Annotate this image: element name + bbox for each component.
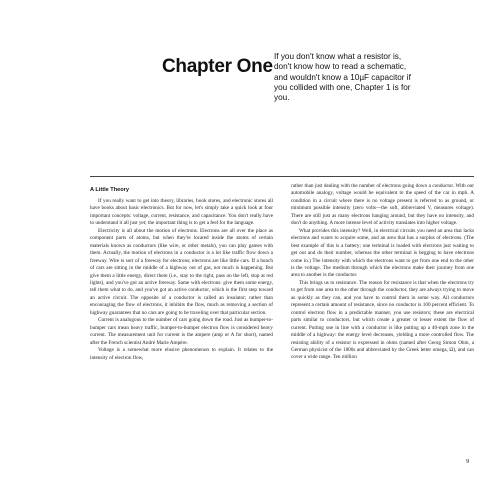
right-column xyxy=(291,183,474,362)
intro-line: If you don't know what a resistor is, xyxy=(274,52,402,61)
intro-line: you collided with one, Chapter 1 is for xyxy=(274,82,411,92)
body-paragraph: Current is analogous to the number of cars going down the road. Just as bumper-to-bumper cars mean heavy traffic, bumper-to-bumper electron flow is considered heavy current. The measurement unit for current is the ampere (amp or A for short), named after the French scientist André Marie Ampère. xyxy=(90,317,273,346)
body-paragraph: Electricity is all about the motion of electrons. Electrons are all over the place as component parts of atoms, but when they're located inside the atoms of certain materials known as conductors (like wire, or other metals), you can play games with them. Actually, the motion of electrons in a conductor is a lot like traffic flow down a freeway. Wire is sort of a freeway for electrons; electrons are like little cars. If a bunch of cars are sitting in the middle of a highway out of gas, not much is happening. But give them a little energy, direct them (i.e., stay to the right, pass on the left, stop at red lights), and you've got an active freeway. Same with electrons: give them some energy, tell them what to do, and you've got an active conductor, which is the first step toward an active circuit. The opposite of a conductor is called an insulator; rather than encouraging the flow of electrons, it inhibits the flow, much as removing a section of highway guarantees that no cars are going to be traveling over that particular section. xyxy=(90,227,273,316)
section-divider xyxy=(90,176,474,177)
page-number: 9 xyxy=(466,458,470,465)
intro-line: you. xyxy=(274,93,290,103)
intro-line: and wouldn't know a 10µF capacitor if xyxy=(274,72,411,82)
body-paragraph: Voltage is a somewhat more elusive phenomenon to explain. It relates to the intensity of electron flow, xyxy=(90,347,273,361)
body-paragraph: This brings us to resistance. The reason for resistance is that when the electrons try to get from one area to the other through the conductor, they are always trying to move as quickly as they can, and you have to control them in some way. All conductors represent a certain amount of resistance, since no conductor is 100 percent efficient. To control electron flow in a predictable manner, you use resistors; these are electrical parts similar to conductors, but which create a greater or lesser extent the flow of current. Putting one in line with a conductor is like putting up a 40-mph zone in the middle of a highway: the energy level decreases, yielding a more controlled flow. The resisting ability of a resistor is expressed in ohms (named after Georg Simon Ohm, a German physicist of the 1800s and abbreviated by the Greek letter omega, Ω), and can cover a wide range. Ten million xyxy=(291,279,474,361)
body-paragraph: What provides this intensity? Well, in electrical circuits you need an area that lacks electrons and wants to acquire some, and an area that has a surplus of electrons. (The best example of this is a battery; one terminal is loaded with electrons just waiting to get out and do their number, whereas the other terminal is begging to have electrons come in.) The intensity with which the electrons want to get from one end to the other is the voltage. The medium through which the electrons make their journey from one area to another is the conductor. xyxy=(291,227,474,279)
chapter-intro xyxy=(274,52,474,103)
section-heading: A Little Theory xyxy=(90,187,129,193)
chapter-title: Chapter One xyxy=(162,56,273,77)
left-column xyxy=(90,186,273,362)
body-paragraph: If you really want to get into theory, libraries, book stores, and electronic stores all have books about basic electronics. But for now, let's simply take a quick look at four important concepts: voltage, current, resistance, and capacitance. You don't really have to understand it all just yet; the important thing is to get a feel for the language. xyxy=(90,198,273,227)
body-paragraph: rather than just dealing with the number of electrons going down a conductor. With our automobile analogy, voltage would be equivalent to the speed of the car in mph. A condition in a circuit where there is no voltage present is referred to as ground, or minimum possible intensity (zero volts—the soft, abbreviated V, measures voltage). There are still just as many electrons hanging around, but they have no intensity, and don't do anything. A more intense level of activity translates into higher voltage. xyxy=(291,183,474,227)
intro-line: don't know how to read a schematic, xyxy=(274,62,407,72)
